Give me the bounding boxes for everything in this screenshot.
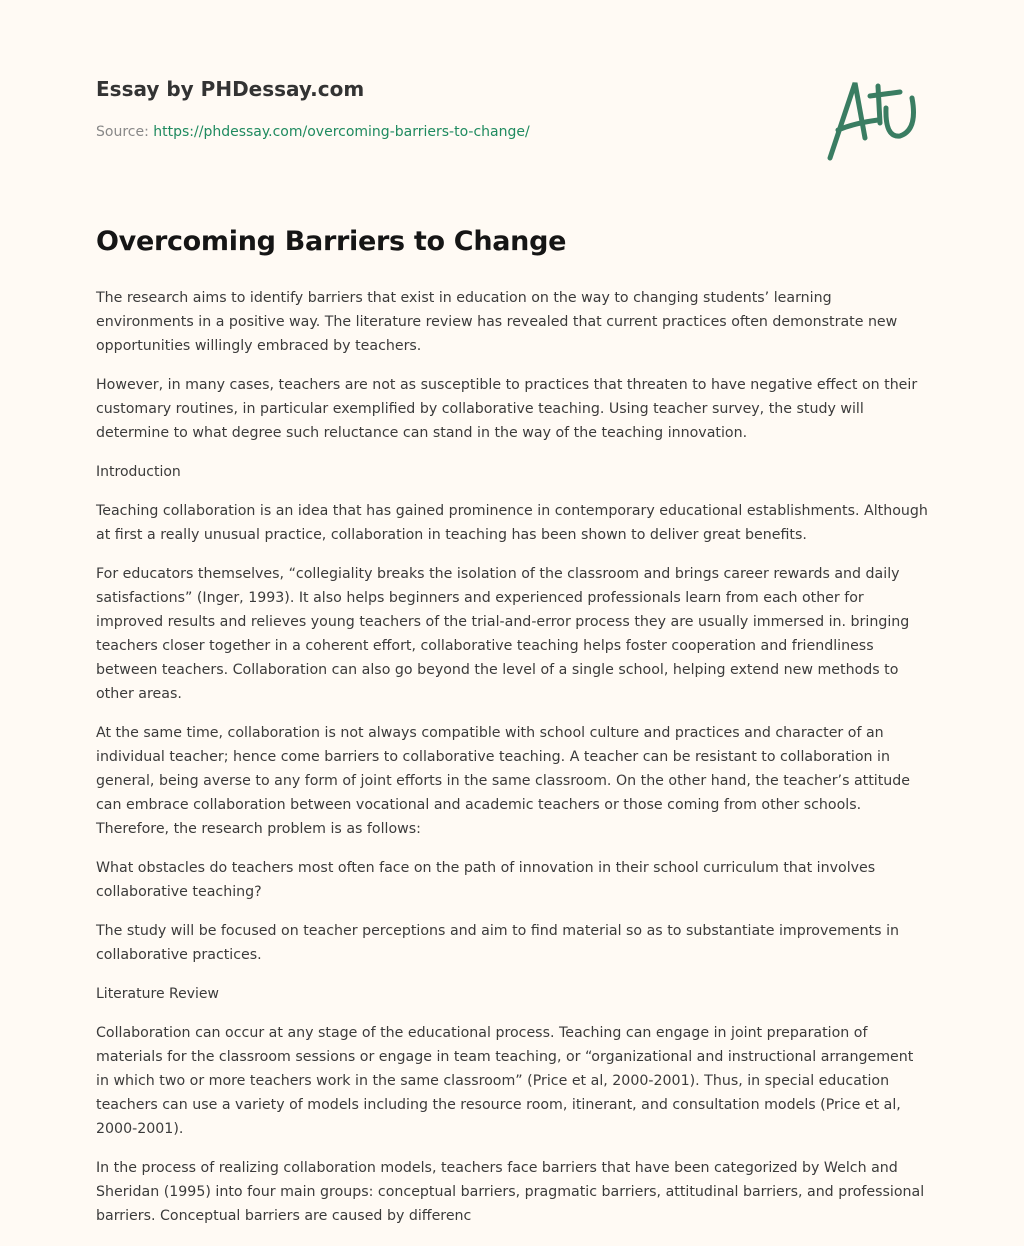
paragraph: What obstacles do teachers most often face on the path of innovation in their school curriculum that involves collaborative teaching? [96, 860, 876, 900]
paragraph: Teaching collaboration is an idea that has gained prominence in contemporary educational establishments. Although at first a really unusual practice, collaboration in teaching has been shown to deliver great benefits. [96, 503, 928, 543]
section-heading-introduction: Introduction [96, 464, 181, 480]
paragraph: The study will be focused on teacher perceptions and aim to find material so as to substantiate improvements in collaborative practices. [96, 923, 900, 963]
brand-title: Essay by PHDessay.com [96, 77, 365, 101]
paragraph: However, in many cases, teachers are not as susceptible to practices that threaten to have negative effect on their customary routines, in particular exemplified by collaborative teaching. Using teacher survey, the study will determine to what degree such reluctance can stand in the way of the teaching innovation. [96, 377, 918, 441]
paragraph: The research aims to identify barriers that exist in education on the way to changing students’ learning environments in a positive way. The literature review has revealed that current practices often demonstrate new opportunities willingly embraced by teachers. [96, 290, 898, 354]
a-plus-logo [820, 68, 930, 168]
source-line [96, 124, 530, 140]
source-link[interactable]: https://phdessay.com/overcoming-barriers-to-change/ [153, 124, 530, 140]
paragraph: At the same time, collaboration is not always compatible with school culture and practices and character of an individual teacher; hence come barriers to collaborative teaching. A teacher can be resistant to collaboration in general, being averse to any form of joint efforts in the same classroom. On the other hand, the teacher’s attitude can embrace collaboration between vocational and academic teachers or those coming from other schools. Therefore, the research problem is as follows: [96, 725, 911, 837]
paragraph: Collaboration can occur at any stage of the educational process. Teaching can engage in joint preparation of materials for the classroom sessions or engage in team teaching, or “organizational and instructional arrangement in which two or more teachers work in the same classroom” (Price et al, 2000-2001). Thus, in special education teachers can use a variety of models including the resource room, itinerant, and consultation models (Price et al, 2000-2001). [96, 1025, 914, 1137]
paragraph: For educators themselves, “collegiality breaks the isolation of the classroom and brings career rewards and daily satisfactions” (Inger, 1993). It also helps beginners and experienced professionals learn from each other for improved results and relieves young teachers of the trial-and-error process they are usually immersed in. bringing teachers closer together in a coherent effort, collaborative teaching helps foster cooperation and friendliness between teachers. Collaboration can also go beyond the level of a single school, helping extend new methods to other areas. [96, 566, 910, 702]
essay-body [96, 286, 930, 1243]
paragraph: In the process of realizing collaboration models, teachers face barriers that have been categorized by Welch and Sheridan (1995) into four main groups: conceptual barriers, pragmatic barriers, attitudinal barriers, and professional barriers. Conceptual barriers are caused by differenc [96, 1160, 925, 1224]
page-title: Overcoming Barriers to Change [96, 226, 567, 257]
source-label: Source: [96, 124, 149, 140]
section-heading-literature-review: Literature Review [96, 986, 219, 1002]
